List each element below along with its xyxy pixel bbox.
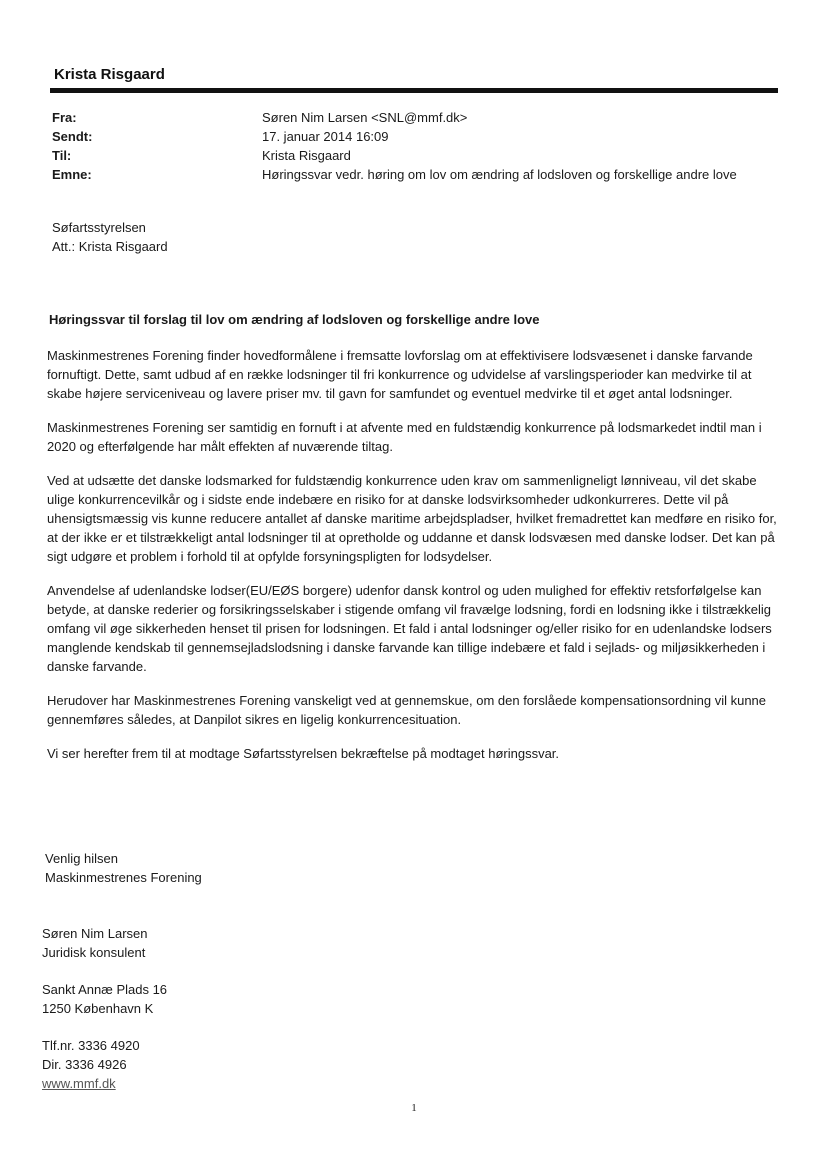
closing-organization: Maskinmestrenes Forening — [45, 870, 202, 885]
closing-greeting: Venlig hilsen — [45, 851, 118, 866]
address-street: Sankt Annæ Plads 16 — [42, 982, 168, 997]
body-paragraph: Vi ser herefter frem til at modtage Søfartsstyrelsen bekræftelse på modtaget høringssvar. — [47, 746, 560, 761]
website-link[interactable]: www.mmf.dk — [42, 1076, 116, 1091]
subject-label: Emne: — [52, 167, 92, 182]
sent-label: Sendt: — [52, 129, 93, 144]
from-value: Søren Nim Larsen <SNL@mmf.dk> — [262, 110, 468, 125]
subject-value: Høringssvar vedr. høring om lov om ændring af lodsloven og forskellige andre love — [262, 167, 737, 182]
closing-block — [45, 849, 202, 887]
body-paragraph: Herudover har Maskinmestrenes Forening vanskeligt ved at gennemskue, om den forslåede kompensationsordning vil kunne gennemføres således, at Danpilot sikres en ligelig konkurrencesituation. — [47, 693, 767, 727]
email-header — [52, 108, 737, 184]
signer-block — [42, 924, 147, 962]
contact-block — [42, 1036, 140, 1093]
letter-subject: Høringssvar til forslag til lov om ændring af lodsloven og forskellige andre love — [49, 312, 540, 327]
sent-value: 17. januar 2014 16:09 — [262, 129, 389, 144]
contact-direct: Dir. 3336 4926 — [42, 1057, 127, 1072]
body-paragraph: Maskinmestrenes Forening finder hovedformålene i fremsatte lovforslag om at effektivisere lodsvæsenet i danske farvande fornuftigt. Dette, samt udbud af en række lodsninger til fri konkurrence og udvidelse af varslingsperioder kan medvirke til at skabe højere serviceniveau og lavere priser mv. til gavn for samfundet og eventuel medvirke til et øget antal lodsninger. — [47, 348, 753, 401]
address-city: 1250 København K — [42, 1001, 154, 1016]
signer-name: Søren Nim Larsen — [42, 926, 148, 941]
page-number: 1 — [411, 1102, 417, 1114]
header-row-subject — [52, 165, 737, 184]
body-paragraph: Anvendelse af udenlandske lodser(EU/EØS borgere) udenfor dansk kontrol og uden mulighed for effektiv retsforfølgelse kan betyde, at danske rederier og forsikringsselskaber i stigende omfang vil fravælge lodsning, fordi en lodsning ikke i tilstrækkelig omfang vil øge sikkerheden henset til prisen for lodsningen. Et fald i antal lodsninger og/eller risiko for en udenlandske lodsers manglende kendskab til gennemsejladslodsning i danske farvande kan tillige indebære et fald i sejlads- og miljøsikkerheden i danske farvande. — [47, 583, 772, 674]
signer-title: Juridisk konsulent — [42, 945, 146, 960]
to-label: Til: — [52, 148, 72, 163]
addressee-org: Søfartsstyrelsen — [52, 220, 146, 235]
header-row-sent — [52, 127, 737, 146]
addressee-attention: Att.: Krista Risgaard — [52, 239, 168, 254]
header-rule — [50, 88, 778, 93]
mailbox-owner: Krista Risgaard — [54, 66, 165, 83]
to-value: Krista Risgaard — [262, 148, 351, 163]
header-row-to — [52, 146, 737, 165]
addressee-block — [52, 218, 168, 256]
body-paragraph: Ved at udsætte det danske lodsmarked for fuldstændig konkurrence uden krav om sammenligneligt lønniveau, vil det skabe ulige konkurrencevilkår og i sidste ende indebære en risiko for at danske lodsvirksomheder udkonkurreres. Dette vil på uhensigtsmæssig vis kunne reducere antallet af danske maritime arbejdspladser, hvilket fremadrettet kan medføre en risiko for, at der ikke er et tilstrækkeligt antal lodsninger til at opretholde og uddanne et dansk lodsvæsen med danske lodser. Det kan på sigt udgøre et problem i forhold til at opfylde forsyningspligten for lodsydelser. — [47, 473, 777, 564]
address-block — [42, 980, 167, 1018]
from-label: Fra: — [52, 110, 77, 125]
body-paragraph: Maskinmestrenes Forening ser samtidig en fornuft i at afvente med en fuldstændig konkurrence på lodsmarkedet indtil man i 2020 og efterfølgende har målt effekten af nuværende tiltag. — [47, 420, 762, 454]
header-row-from — [52, 108, 737, 127]
letter-body — [47, 346, 787, 778]
contact-phone: Tlf.nr. 3336 4920 — [42, 1038, 140, 1053]
